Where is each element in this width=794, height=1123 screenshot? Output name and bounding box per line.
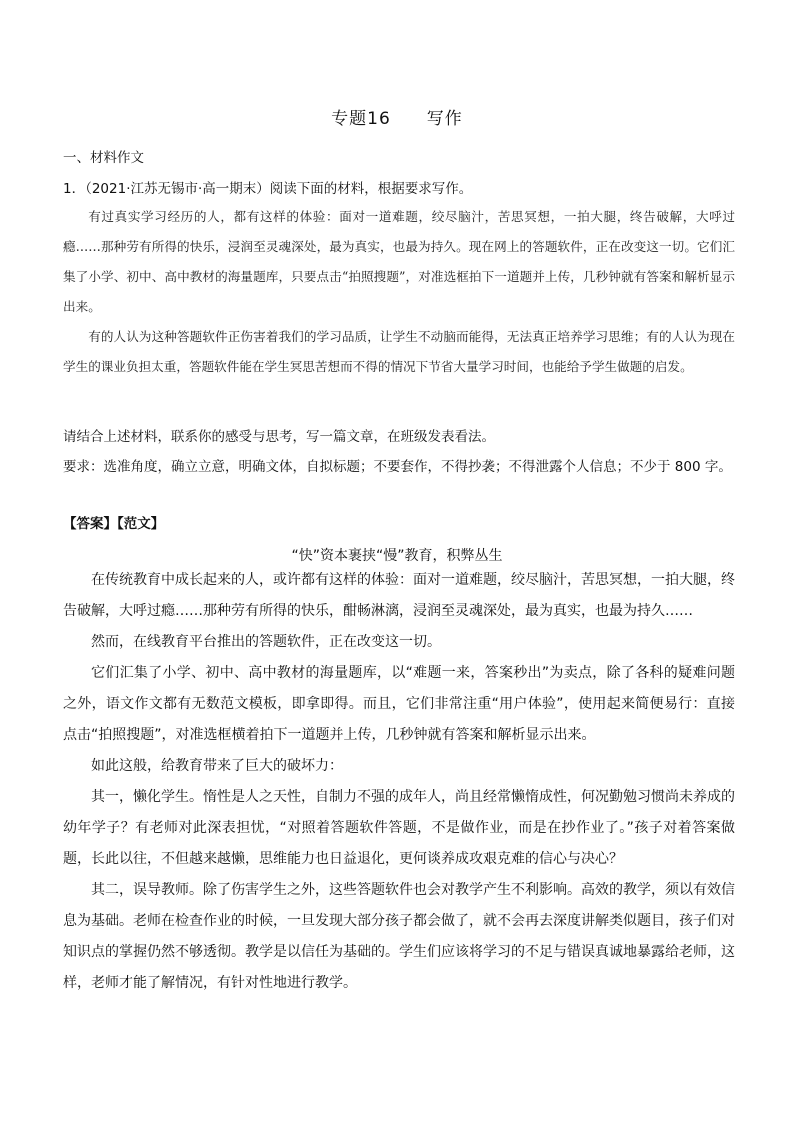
- essay-paragraph: 其二，误导教师。除了伤害学生之外，这些答题软件也会对教学产生不利影响。高效的教学，须以有效信息为基础。老师在检查作业的时候，一旦发现大部分孩子都会做了，就不会再去深度讲解类似题目，孩子们对知识点的掌握仍然不够透彻。教学是以信任为基础的。学生们应该将学习的不足与错误真诚地暴露给老师，这样，老师才能了解情况，有针对性地进行教学。: [63, 882, 735, 991]
- material-passage: [63, 202, 735, 382]
- section-heading: 一、材料作文: [63, 150, 144, 166]
- requirement-text: 要求：选准角度，确立立意，明确文体，自拟标题；不要套作，不得抄袭；不得泄露个人信息；不少于 800 字。: [63, 459, 732, 475]
- question-stem: 1．（2021·江苏无锡市·高一期末）阅读下面的材料，根据要求写作。: [63, 181, 473, 197]
- page-title: 专题16 写作: [331, 109, 463, 129]
- essay-paragraph: 在传统教育中成长起来的人，或许都有这样的体验：面对一道难题，绞尽脑汁，苦思冥想，一拍大腿，终告破解，大呼过瘾……那种劳有所得的快乐，酣畅淋漓，浸润至灵魂深处，最为真实，也最为持久……: [63, 572, 735, 619]
- essay-title: “快”资本裹挟“慢”教育，积弊丛生: [291, 548, 503, 564]
- essay-paragraph: 它们汇集了小学、初中、高中教材的海量题库，以“难题一来，答案秒出”为卖点，除了各科的疑难问题之外，语文作文都有无数范文模板，即拿即得。而且，它们非常注重“用户体验”，使用起来简便易行：直接点击“拍照搜题”，对准选框横着拍下一道题并上传，几秒钟就有答案和解析显示出来。: [63, 665, 735, 743]
- instruction-text: 请结合上述材料，联系你的感受与思考，写一篇文章，在班级发表看法。: [63, 429, 495, 445]
- answer-label: 【答案】【范文】: [63, 516, 165, 532]
- model-essay: [63, 565, 735, 999]
- essay-paragraph: 然而，在线教育平台推出的答题软件，正在改变这一切。: [91, 634, 441, 650]
- material-paragraph: 有的人认为这种答题软件正伤害着我们的学习品质，让学生不动脑而能得，无法真正培养学习思维；有的人认为现在学生的课业负担太重，答题软件能在学生冥思苦想而不得的情况下节省大量学习时间，也能给予学生做题的启发。: [63, 329, 735, 374]
- essay-paragraph: 其一，懒化学生。惰性是人之天性，自制力不强的成年人，尚且经常懒惰成性，何况勤勉习惯尚未养成的幼年学子？有老师对此深表担忧，“对照着答题软件答题，不是做作业，而是在抄作业了。”孩子对着答案做题，长此以往，不但越来越懒，思维能力也日益退化，更何谈养成攻艰克难的信心与决心？: [63, 789, 735, 867]
- writing-requirements: [63, 422, 735, 482]
- material-paragraph: 有过真实学习经历的人，都有这样的体验：面对一道难题，绞尽脑汁，苦思冥想，一拍大腿，终告破解，大呼过瘾……那种劳有所得的快乐，浸润至灵魂深处，最为真实，也最为持久。现在网上的答题软件，正在改变这一切。它们汇集了小学、初中、高中教材的海量题库，只要点击“拍照搜题”，对准选框拍下一道题并上传，几秒钟就有答案和解析显示出来。: [63, 209, 735, 314]
- essay-paragraph: 如此这般，给教育带来了巨大的破坏力：: [91, 758, 343, 774]
